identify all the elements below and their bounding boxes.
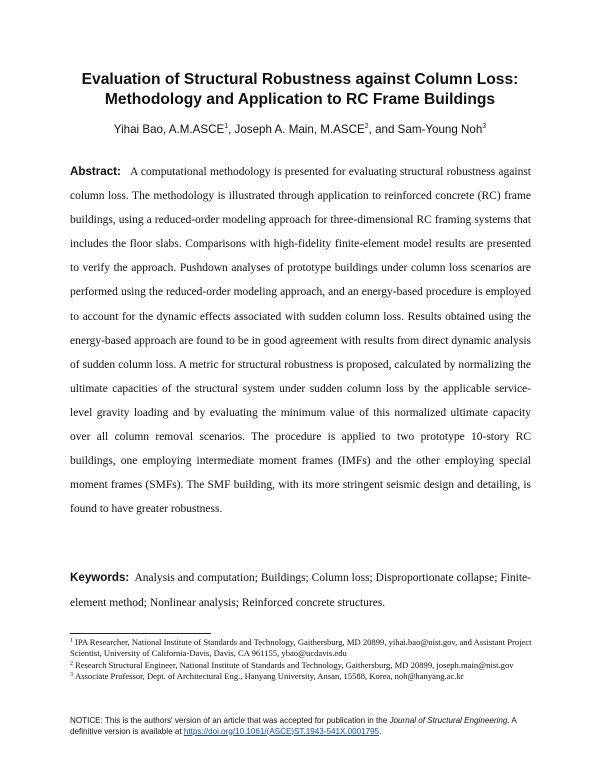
footnote-divider [70, 633, 211, 634]
abstract-label: Abstract: [70, 165, 121, 178]
title-line-1: Evaluation of Structural Robustness against Column Loss: [81, 71, 519, 88]
author-affiliation-marker: 3 [482, 123, 487, 130]
notice-prefix: NOTICE: This is the authors' version of an article that was accepted for publication in the [70, 716, 390, 725]
publication-notice [70, 716, 540, 737]
doi-link[interactable]: https://doi.org/10.1061/(ASCE)ST.1943-541X.0001795 [183, 726, 380, 736]
footnote [70, 671, 535, 682]
keywords-label: Keywords: [70, 571, 130, 584]
journal-name: Journal of Structural Engineering [389, 716, 508, 725]
notice-suffix: . [379, 726, 382, 736]
keywords [70, 565, 531, 616]
abstract [70, 160, 531, 521]
footnote-marker: 2 [70, 660, 73, 667]
footnote-text: Research Structural Engineer, National Institute of Standards and Technology, Gaithersburg, MD 20899, joseph.main@nist.gov [75, 659, 514, 670]
keywords-text: Analysis and computation; Buildings; Column loss; Disproportionate collapse; Finite-element method; Nonlinear analysis; Reinforced concrete structures. [70, 572, 531, 609]
notice-middle: . A definitive version is available at [70, 716, 517, 736]
footnotes [70, 637, 535, 682]
author-name: Sam-Young Noh [397, 123, 483, 136]
author-affiliation-marker: 2 [364, 123, 369, 130]
title-line-2: Methodology and Application to RC Frame Buildings [104, 91, 496, 108]
author-separator: , [228, 123, 235, 136]
footnote-text: Associate Professor, Dept. of Architectural Eng., Hanyang University, Ansan, 15588, Korea, noh@hanyang.ac.kr [75, 670, 464, 681]
footnote-marker: 1 [70, 638, 73, 644]
author-affiliation-marker: 1 [224, 123, 229, 130]
footnote-marker: 3 [70, 671, 73, 678]
author-list [40, 123, 560, 136]
author-separator: , and [368, 123, 398, 136]
author-name: Joseph A. Main, M.ASCE [234, 123, 365, 136]
abstract-text: A computational methodology is presented for evaluating structural robustness against column loss. The methodology is illustrated through application to reinforced concrete (RC) frame buildings, using a reduced-order modeling approach for three-dimensional RC framing systems that includes the floor slabs. Comparisons with high-fidelity finite-element model results are presented to verify the approach. Pushdown analyses of prototype buildings under column loss scenarios are performed using the reduced-order modeling approach, and an energy-based procedure is employed to account for the dynamic effects associated with sudden column loss. Results obtained using the energy-based approach are found to be in good agreement with results from direct dynamic analysis of sudden column loss. A metric for structural robustness is proposed, calculated by normalizing the ultimate capacities of the structural system under sudden column loss by the applicable service-level gravity loading and by evaluating the minimum value of this normalized ultimate capacity over all column removal scenarios. The procedure is applied to two prototype 10-story RC buildings, one employing intermediate moment frames (IMFs) and the other employing special moment frames (SMFs). The SMF building, with its more stringent seismic design and detailing, is found to have greater robustness. [70, 166, 531, 516]
footnote-text: IPA Researcher, National Institute of Standards and Technology, Gaithersburg, MD 20899, yihai.bao@nist.gov, and Assistant Project Scientist, University of California-Davis, Davis, CA 961155, ybao@ucdavis.edu [70, 637, 532, 659]
author-name: Yihai Bao, A.M.ASCE [113, 123, 225, 136]
footnote [70, 637, 535, 660]
paper-title [40, 70, 560, 110]
footnote [70, 660, 535, 671]
